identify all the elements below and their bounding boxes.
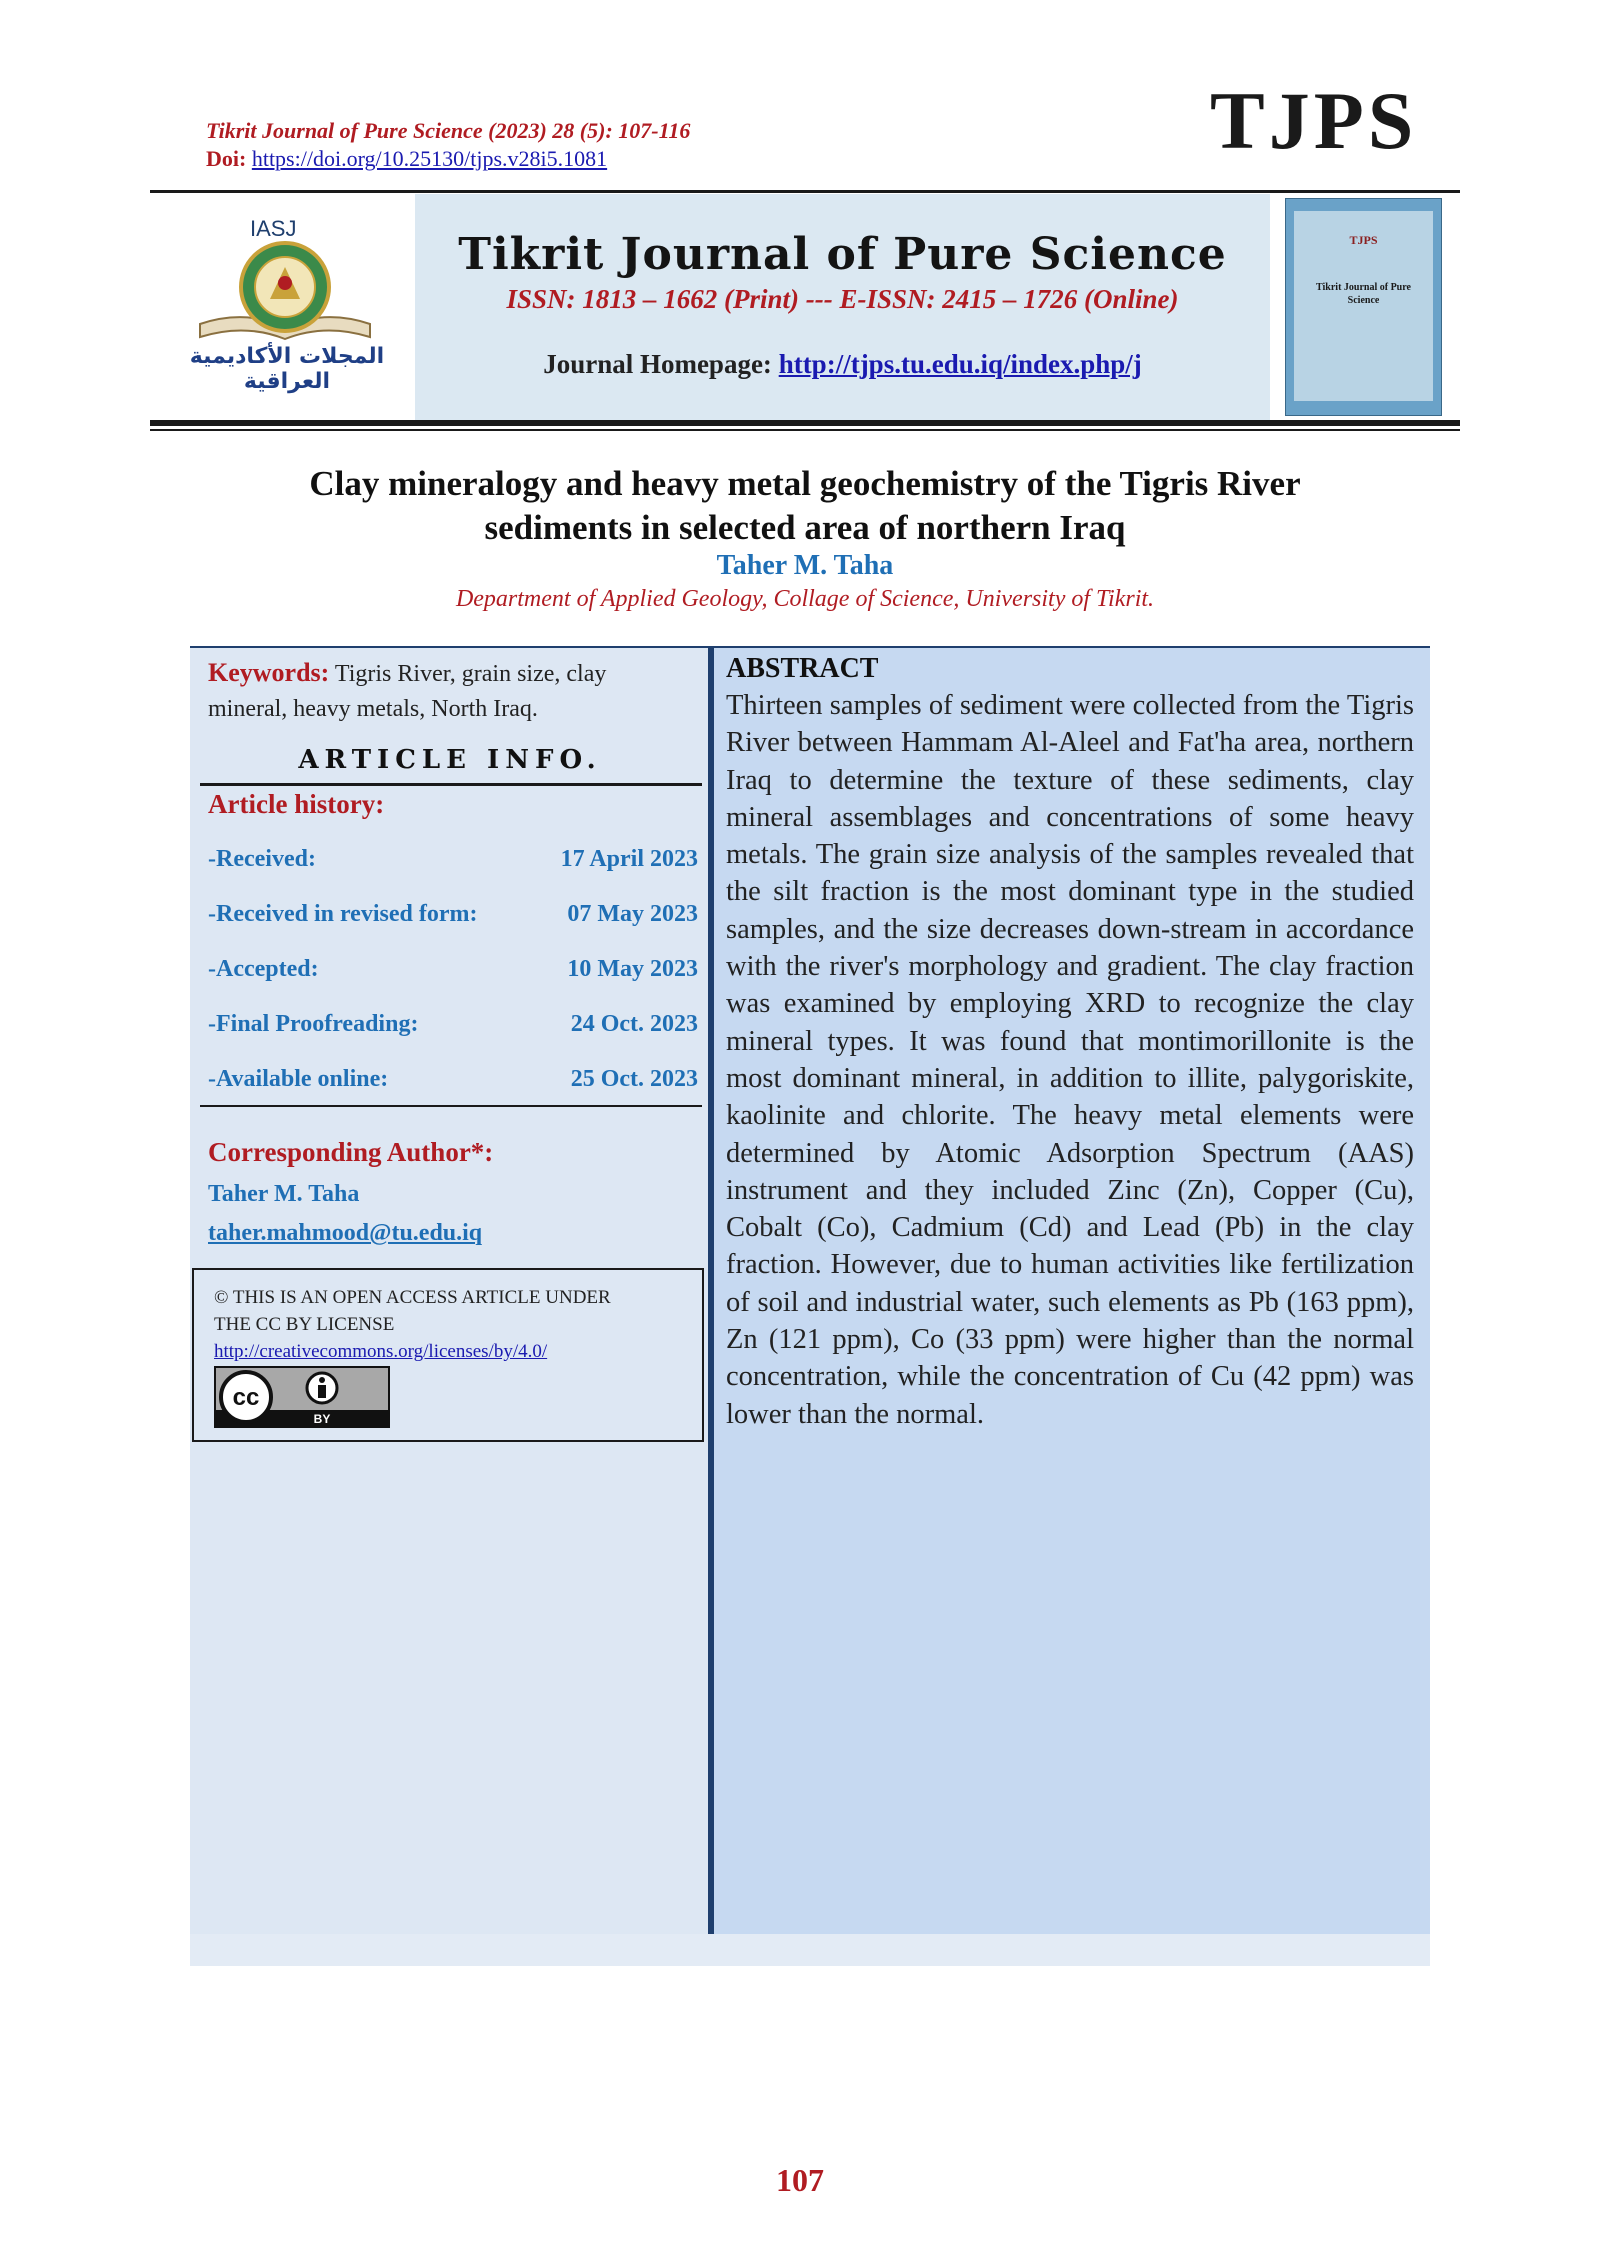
history-row-online	[208, 1066, 698, 1093]
journal-cover-image	[1285, 198, 1442, 416]
journal-homepage	[415, 349, 1270, 380]
doi-line	[206, 146, 607, 172]
journal-brand: TJPS	[1210, 75, 1418, 166]
journal-banner	[150, 194, 1460, 420]
license-link[interactable]: http://creativecommons.org/licenses/by/4.0/	[214, 1341, 548, 1362]
history-row-accepted	[208, 956, 698, 983]
doi-link[interactable]: https://doi.org/10.25130/tjps.v28i5.1081	[251, 146, 608, 171]
cc-text: cc	[232, 1384, 260, 1411]
homepage-label: Journal Homepage:	[543, 349, 772, 379]
history-label: -Available online:	[208, 1066, 389, 1092]
abstract-heading: ABSTRACT	[726, 653, 879, 684]
homepage-link[interactable]: http://tjps.tu.edu.iq/index.php/j	[778, 349, 1142, 379]
history-row-revised	[208, 901, 698, 928]
paper-title-line2: sediments in selected area of northern Iraq	[484, 508, 1126, 547]
journal-issn: ISSN: 1813 – 1662 (Print) --- E-ISSN: 2415 – 1726 (Online)	[506, 284, 1179, 314]
journal-title: Tikrit Journal of Pure Science	[458, 229, 1227, 280]
banner-center	[415, 194, 1270, 420]
history-date: 10 May 2023	[567, 956, 698, 982]
history-label: -Received:	[208, 846, 316, 872]
iasj-label: IASJ	[250, 216, 297, 241]
article-info-heading: ARTICLE INFO.	[298, 745, 602, 775]
corresponding-author-label: Corresponding Author*:	[208, 1137, 494, 1167]
iasj-arabic-name: المجلات الأكاديمية العراقية	[189, 344, 385, 394]
history-label: -Final Proofreading:	[208, 1011, 419, 1037]
cover-short-title: TJPS	[1349, 233, 1378, 247]
banner-divider-thin	[150, 429, 1460, 431]
paper-title	[180, 462, 1430, 550]
cc-by-icon	[216, 1368, 388, 1426]
by-text: BY	[313, 1412, 331, 1426]
license-text	[214, 1284, 694, 1365]
history-rule	[200, 1105, 702, 1107]
journal-citation: Tikrit Journal of Pure Science (2023) 28 (5): 107-116	[206, 118, 691, 143]
header-divider	[150, 190, 1460, 193]
history-date: 25 Oct. 2023	[570, 1066, 698, 1092]
article-history-label: Article history:	[208, 789, 385, 819]
paper-affiliation: Department of Applied Geology, Collage of Science, University of Tikrit.	[455, 586, 1155, 612]
history-label: -Accepted:	[208, 956, 319, 982]
panel-bottom-band	[190, 1934, 1430, 1966]
abstract-body: Thirteen samples of sediment were collected from the Tigris River between Hammam Al-Aleel and Fat'ha area, northern Iraq to determine the texture of these sediments, clay mineral assemblages and concentrations of some heavy metals. The grain size analysis of the samples revealed that the silt fraction is the most dominant type in the studied samples, and the size decreases down-stream in accordance with the river's morphology and gradient. The clay fraction was examined by employing XRD to recognize the clay mineral types. It was found that montimorillonite is the most dominant mineral, in addition to illite, palygoriskite, kaolinite and chlorite. The heavy metal elements were determined by Atomic Adsorption Spectrum (AAS) instrument and they included Zinc (Zn), Copper (Cu), Cobalt (Co), Cadmium (Cd) and Lead (Pb) in the clay fraction. However, due to human activities like fertilization of soil and industrial water, such elements as Pb (163 ppm), Zn (121 ppm), Co (33 ppm) were higher than the normal concentration, while the concentration of Cu (42 ppm) was lower than the normal.	[726, 690, 1414, 1430]
cc-by-badge[interactable]	[214, 1366, 390, 1428]
history-row-received	[208, 846, 698, 873]
banner-divider-thick	[150, 420, 1460, 426]
iasj-logo	[150, 194, 415, 420]
page-number: 107	[776, 2162, 824, 2198]
keywords	[208, 655, 688, 727]
corresponding-author-email[interactable]: taher.mahmood@tu.edu.iq	[208, 1220, 483, 1246]
history-date: 24 Oct. 2023	[570, 1011, 698, 1037]
keywords-text: Tigris River, grain size, clay mineral, heavy metals, North Iraq.	[208, 661, 607, 722]
cover-inner	[1294, 211, 1433, 401]
paper-author: Taher M. Taha	[716, 550, 894, 581]
license-line1: © THIS IS AN OPEN ACCESS ARTICLE UNDER	[214, 1287, 611, 1308]
history-date: 17 April 2023	[560, 846, 698, 872]
cover-journal-name: Tikrit Journal of Pure Science	[1316, 282, 1411, 306]
corresponding-author-name: Taher M. Taha	[208, 1181, 360, 1207]
doi-label: Doi:	[206, 146, 247, 171]
history-row-proofreading	[208, 1011, 698, 1038]
iasj-emblem-icon	[190, 239, 380, 344]
history-label: -Received in revised form:	[208, 901, 478, 927]
paper-title-line1: Clay mineralogy and heavy metal geochemistry of the Tigris River	[309, 464, 1301, 503]
license-box	[192, 1268, 704, 1442]
history-date: 07 May 2023	[567, 901, 698, 927]
keywords-label: Keywords:	[208, 658, 330, 687]
article-info-rule	[200, 783, 702, 786]
license-line2: THE CC BY LICENSE	[214, 1314, 395, 1335]
